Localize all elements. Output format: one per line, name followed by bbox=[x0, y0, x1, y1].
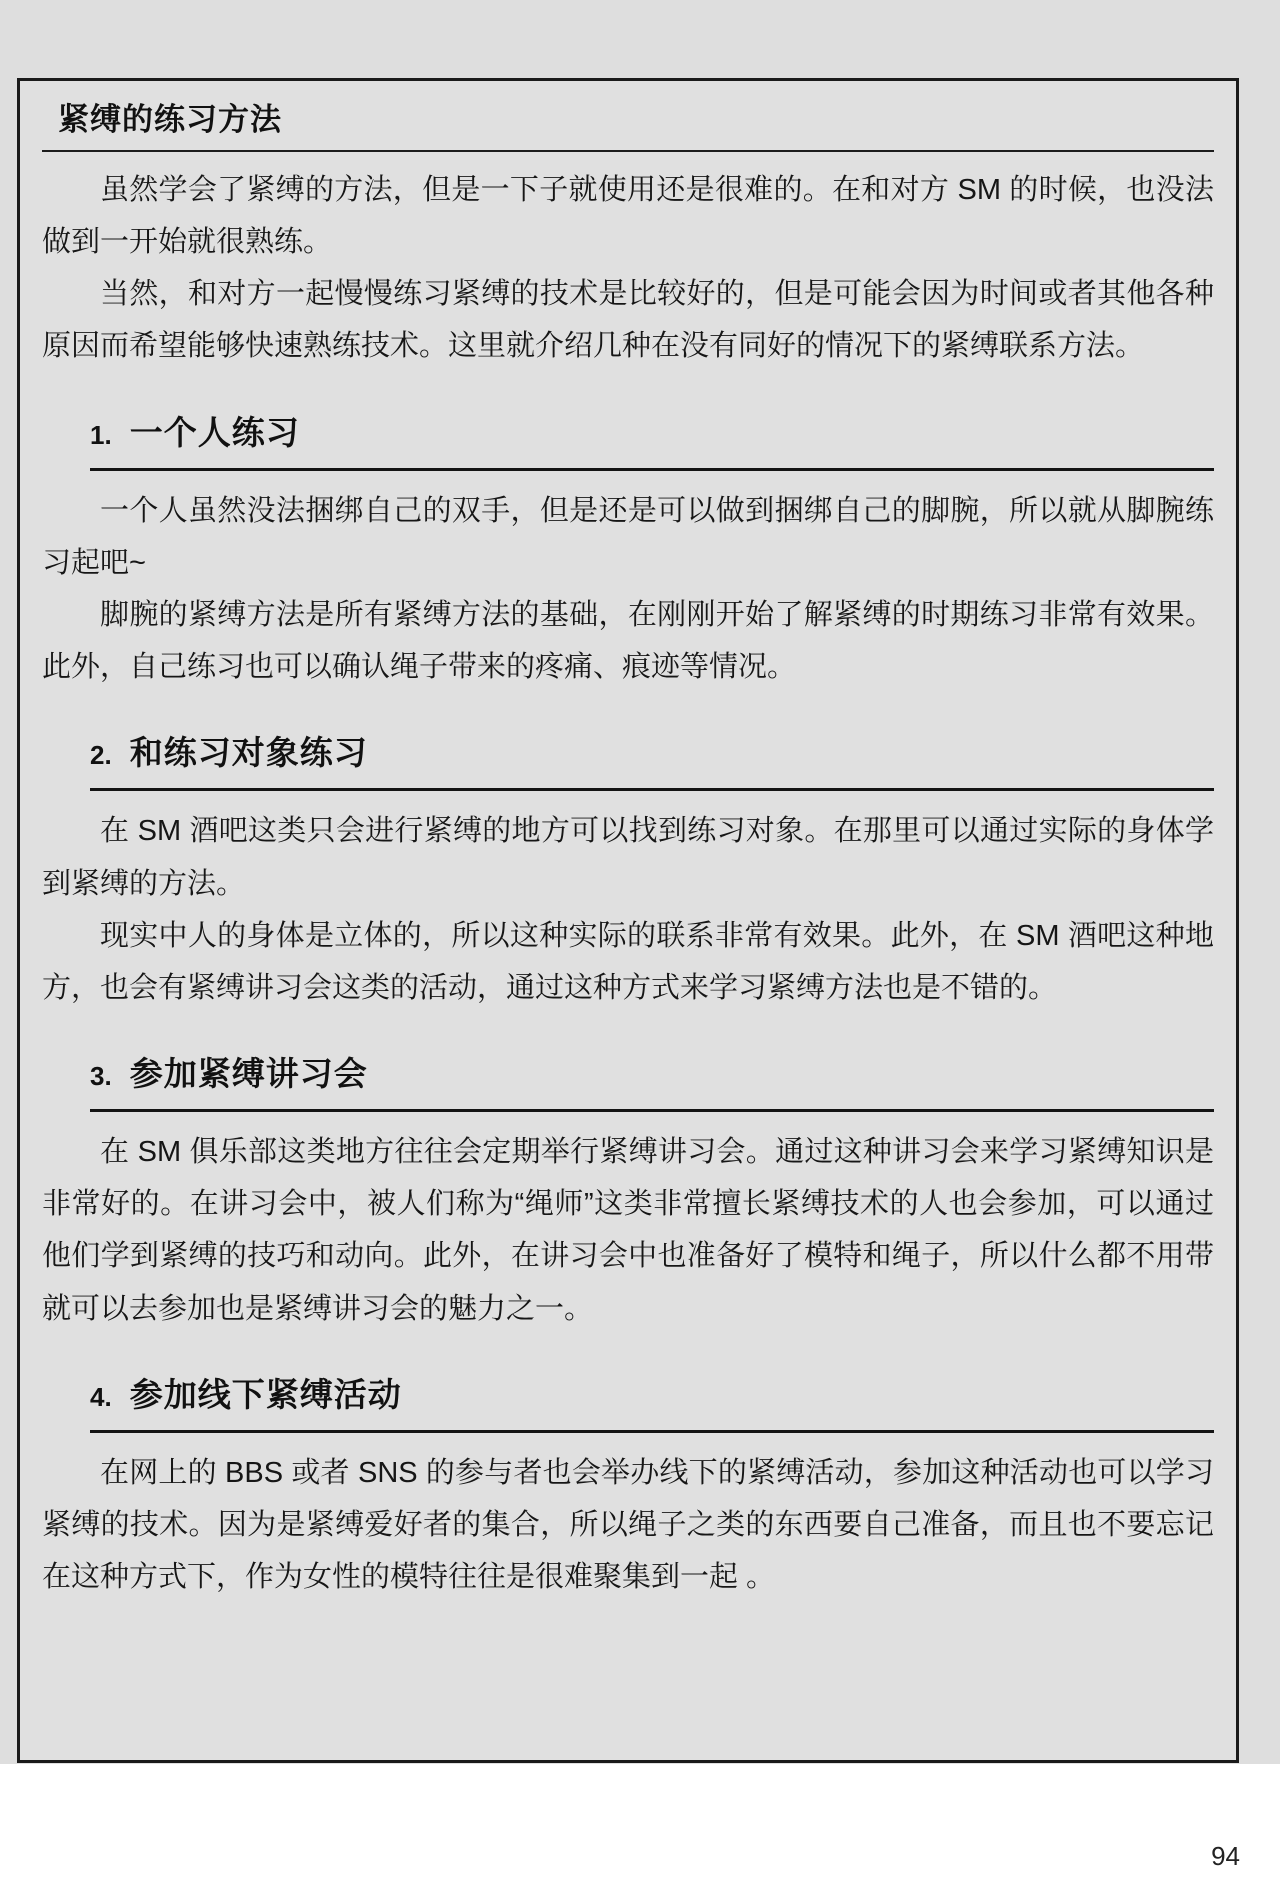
section-title: 参加线下紧缚活动 bbox=[129, 1375, 402, 1413]
section-heading-1 bbox=[90, 407, 1214, 471]
section-title: 和练习对象练习 bbox=[129, 734, 368, 772]
section-paragraph: 脚腕的紧缚方法是所有紧缚方法的基础，在刚刚开始了解紧缚的时期练习非常有效果。此外，自己练习也可以确认绳子带来的疼痛、痕迹等情况。 bbox=[42, 598, 1214, 684]
section-title: 一个人练习 bbox=[129, 413, 300, 451]
section-paragraph: 在 SM 酒吧这类只会进行紧缚的地方可以找到练习对象。在那里可以通过实际的身体学到紧缚的方法。 bbox=[42, 815, 1214, 900]
intro-paragraph: 虽然学会了紧缚的方法，但是一下子就使用还是很难的。在和对方 SM 的时候，也没法做到一开始就很熟练。 bbox=[42, 173, 1214, 259]
section-number: 1. bbox=[90, 419, 112, 450]
page-number: 94 bbox=[1211, 1841, 1240, 1871]
content-frame bbox=[17, 78, 1239, 1763]
section-number: 4. bbox=[90, 1381, 112, 1412]
section-heading-4 bbox=[90, 1369, 1214, 1433]
page-title: 紧缚的练习方法 bbox=[58, 102, 282, 137]
section-paragraph: 现实中人的身体是立体的，所以这种实际的联系非常有效果。此外，在 SM 酒吧这种地方，也会有紧缚讲习会这类的活动，通过这种方式来学习紧缚方法也是不错的。 bbox=[42, 919, 1214, 1004]
section-paragraph: 一个人虽然没法捆绑自己的双手，但是还是可以做到捆绑自己的脚腕，所以就从脚腕练习起吧~ bbox=[42, 494, 1214, 579]
section-title: 参加紧缚讲习会 bbox=[129, 1055, 368, 1093]
section-heading-3 bbox=[90, 1048, 1214, 1112]
intro-paragraph: 当然，和对方一起慢慢练习紧缚的技术是比较好的，但是可能会因为时间或者其他各种原因而希望能够快速熟练技术。这里就介绍几种在没有同好的情况下的紧缚联系方法。 bbox=[42, 278, 1214, 363]
section-number: 3. bbox=[90, 1061, 112, 1092]
section-heading-2 bbox=[90, 727, 1214, 791]
section-number: 2. bbox=[90, 740, 112, 771]
section-paragraph: 在网上的 BBS 或者 SNS 的参与者也会举办线下的紧缚活动，参加这种活动也可以学习紧缚的技术。因为是紧缚爱好者的集合，所以绳子之类的东西要自己准备，而且也不要忘记在这种方式下，作为女性的模特往往是很难聚集到一起 。 bbox=[42, 1456, 1214, 1594]
title-divider bbox=[42, 150, 1214, 152]
section-paragraph: 在 SM 俱乐部这类地方往往会定期举行紧缚讲习会。通过这种讲习会来学习紧缚知识是非常好的。在讲习会中，被人们称为“绳师”这类非常擅长紧缚技术的人也会参加，可以通过他们学到紧缚的技巧和动向。此外，在讲习会中也准备好了模特和绳子，所以什么都不用带就可以去参加也是紧缚讲习会的魅力之一。 bbox=[42, 1136, 1214, 1325]
